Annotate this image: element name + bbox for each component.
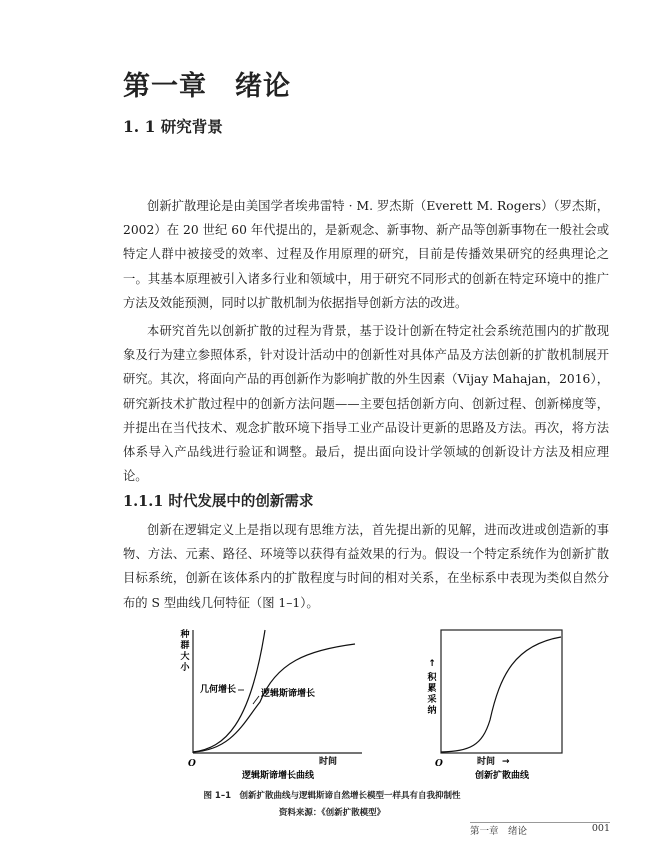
paragraph-research-outline: 本研究首先以创新扩散的过程为背景，基于设计创新在特定社会系统范围内的扩散现象及行为建立参照体系，针对设计活动中的创新性对具体产品及方法创新的扩散机制展开研究。其次，将面向产品的再创新作为影响扩散的外生因素（Vijay Mahajan，2016），研究新技术扩散过程中的创新方法问题——主要包括创新方向、创新过程、创新梯度等，并提出在当代技术、观念扩散环境下指导工业产品设计更新的思路及方法。再次，将方法体系导入产品线进行验证和调整。最后，提出面向设计学领域的创新设计方法及相应理论。 (123, 324, 609, 484)
right-x-arrow-icon: → (502, 757, 510, 767)
left-chart-ylabel (179, 628, 190, 673)
left-origin-label: O (188, 759, 196, 769)
figure-caption: 图 1–1 创新扩散曲线与逻辑斯谛自然增长模型一样具有自我抑制性 (203, 791, 461, 801)
diffusion-s-curve (441, 637, 561, 752)
paragraph-diffusion-theory: 创新扩散理论是由美国学者埃弗雷特 · M. 罗杰斯（Everett M. Rogers）（罗杰斯，2002）在 20 世纪 60 年代提出的，是新观念、新事物、新产品等创新事物在一般社会或特定人群中被接受的效率、过程及作用原理的研究，目前是传播效果研究的经典理论之一。其基本原理被引入诸多行业和领域中，用于研究不同形式的创新在特定环境中的推广方法及效能预测，同时以扩散机制为依据指导创新方法的改进。 (123, 199, 609, 310)
right-y-arrow-icon: ↑ (428, 659, 436, 669)
paragraph-innovation-definition: 创新在逻辑定义上是指以现有思维方法，首先提出新的见解，进而改进或创造新的事物、方法、元素、路径、环境等以获得有益效果的行为。假设一个特定系统作为创新扩散目标系统，创新在该体系内的扩散程度与时间的相对关系，在坐标系中表现为类似自然分布的 S 型曲线几何特征（图 1–1）。 (123, 523, 609, 610)
chapter-title: 第一章 绪论 (123, 71, 291, 102)
left-subcaption: 逻辑斯谛增长曲线 (241, 771, 315, 781)
right-ylabel-char-4: 纳 (427, 706, 437, 716)
left-ylabel-char-1: 种 (180, 630, 190, 640)
figure-source: 资料来源：《创新扩散模型》 (278, 808, 386, 818)
right-origin-label: O (435, 759, 443, 769)
geometric-growth-label: 几何增长 (200, 685, 237, 695)
left-chart (179, 628, 362, 781)
left-ylabel-char-4: 小 (180, 663, 190, 673)
logistic-growth-label: 逻辑斯谛增长 (261, 689, 316, 699)
subsection-title: 1.1.1 时代发展中的创新需求 (123, 493, 314, 510)
logistic-growth-pointer (253, 696, 259, 704)
page-footer (470, 823, 610, 837)
page-number: 001 (591, 823, 610, 834)
right-chart-ylabel (427, 671, 437, 716)
left-ylabel-char-2: 群 (180, 641, 190, 651)
section-title: 1. 1 研究背景 (123, 117, 223, 136)
right-ylabel-char-1: 积 (427, 673, 437, 683)
left-ylabel-char-3: 大 (180, 652, 190, 662)
right-ylabel-char-2: 累 (427, 684, 437, 694)
right-chart (427, 630, 562, 781)
figure-1-1 (0, 620, 664, 785)
right-xlabel: 时间 (477, 757, 496, 767)
footer-chapter-label: 第一章 绪论 (470, 826, 528, 837)
right-subcaption: 创新扩散曲线 (474, 771, 530, 781)
left-xlabel: 时间 (319, 757, 338, 767)
right-ylabel-char-3: 采 (427, 695, 437, 705)
right-chart-frame (441, 630, 562, 753)
